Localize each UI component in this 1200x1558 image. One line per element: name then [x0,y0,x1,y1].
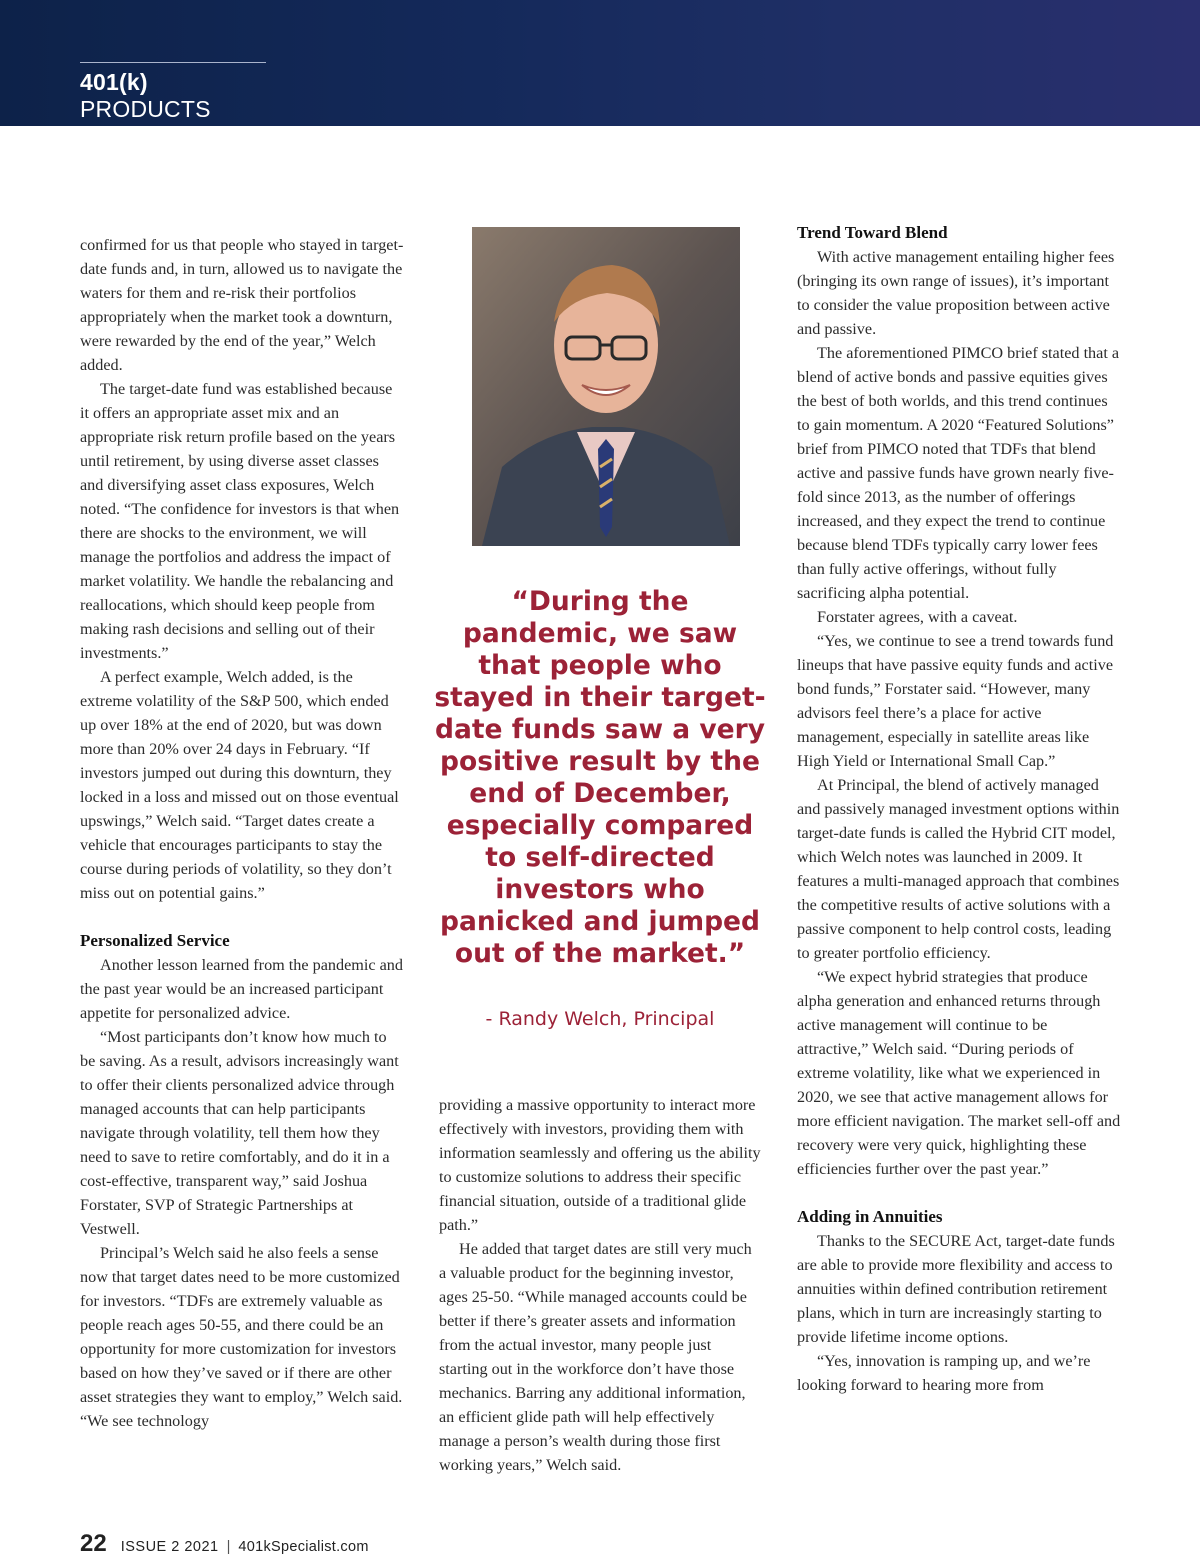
page-number: 22 [80,1530,107,1557]
portrait-photo [472,227,740,546]
paragraph: confirmed for us that people who stayed in target-date funds and, in turn, allowed us to navigate the waters for them and re-risk their portfolios appropriately when the market took a downturn, were rewarded by the end of the year,” Welch added. [80,236,404,374]
paragraph: Principal’s Welch said he also feels a sense now that target dates need to be more customized for investors. “TDFs are extremely valuable as people reach ages 50-55, and there could be an opportunity for more customization for investors based on how they’ve saved or if there are other asset strategies they want to employ,” Welch said. “We see technology [80,1244,403,1430]
section-heading: Adding in Annuities [797,1207,943,1226]
paragraph: Forstater agrees, with a caveat. [817,608,1018,626]
paragraph: providing a massive opportunity to interact more effectively with investors, providing them with information seamlessly and offering us the ability to customize solutions to address their specific financial situation, outside of a traditional glide path.” [439,1096,761,1234]
section-label-bold: 401(k) [80,69,148,95]
issue-label: ISSUE 2 2021 [120,1539,219,1555]
column-2 [439,1093,761,1477]
section-heading: Trend Toward Blend [797,223,948,242]
section-label-rest: PRODUCTS [80,96,211,122]
portrait-illustration [472,227,740,546]
site-link[interactable]: 401kSpecialist.com [238,1539,369,1555]
pull-quote: “During the pandemic, we saw that people who stayed in their target-date funds saw a very positive result by the end of December, especially compared to self-directed investors who panicked and jumped out of the market.” [434,586,766,969]
paragraph: A perfect example, Welch added, is the extreme volatility of the S&P 500, which ended up over 18% at the end of 2020, but was down more than 20% over 24 days in February. “If investors jumped out during this downturn, they locked in a loss and missed out on those eventual upswings,” Welch said. “Target dates create a vehicle that encourages participants to stay the course during periods of volatility, so they don’t miss out on potential gains.” [80,668,399,902]
page-footer [80,1530,369,1558]
paragraph: At Principal, the blend of actively managed and passively managed investment options within target-date funds is called the Hybrid CIT model, which Welch notes was launched in 2009. It features a multi-managed approach that combines the competitive results of active solutions with a passive component to help control costs, leading to greater portfolio efficiency. [797,776,1120,962]
paragraph: With active management entailing higher fees (bringing its own range of issues), it’s important to consider the value proposition between active and passive. [797,248,1115,338]
section-heading: Personalized Service [80,931,230,950]
section-label [80,62,266,123]
paragraph: “We expect hybrid strategies that produce alpha generation and enhanced returns through active management will continue to be attractive,” Welch said. “During periods of extreme volatility, like what we experienced in 2020, we see that active management allows for more efficient navigation. The market sell-off and recovery were very quick, highlighting these efficiencies further over the past year.” [797,968,1121,1178]
paragraph: Thanks to the SECURE Act, target-date funds are able to provide more flexibility and access to annuities within defined contribution retirement plans, which in turn are increasingly starting to provide lifetime income options. [797,1232,1115,1346]
paragraph: “Yes, we continue to see a trend towards fund lineups that have passive equity funds and active bond funds,” Forstater said. “However, many advisors feel there’s a place for active management, especially in satellite areas like High Yield or International Small Cap.” [797,632,1114,770]
column-3 [797,221,1121,1397]
footer-separator: | [226,1539,231,1555]
pull-quote-attribution: - Randy Welch, Principal [485,1008,715,1030]
column-1 [80,233,404,1433]
paragraph: The target-date fund was established because it offers an appropriate asset mix and an appropriate risk return profile based on the years until retirement, by using diverse asset classes and diversifying asset class exposures, Welch noted. “The confidence for investors is that when there are shocks to the environment, we will manage the portfolios and address the impact of market volatility. We handle the rebalancing and reallocations, which should keep people from making rash decisions and selling out of their investments.” [80,380,400,662]
paragraph: He added that target dates are still very much a valuable product for the beginning investor, ages 25-50. “While managed accounts could be better if there’s greater assets and information from the actual investor, many people just starting out in the workforce don’t have those mechanics. Barring any additional information, an efficient glide path will help effectively manage a person’s wealth during those first working years,” Welch said. [439,1240,752,1474]
paragraph: Another lesson learned from the pandemic and the past year would be an increased participant appetite for personalized advice. [80,956,403,1022]
paragraph: “Most participants don’t know how much to be saving. As a result, advisors increasingly want to offer their clients personalized advice through managed accounts that can help participants navigate through volatility, tell them how they need to save to retire comfortably, and do it in a cost-effective, transparent way,” said Joshua Forstater, SVP of Strategic Partnerships at Vestwell. [80,1028,399,1238]
paragraph: “Yes, innovation is ramping up, and we’re looking forward to hearing more from [797,1352,1091,1394]
header-banner [0,0,1200,126]
paragraph: The aforementioned PIMCO brief stated that a blend of active bonds and passive equities gives the best of both worlds, and this trend continues to gain momentum. A 2020 “Featured Solutions” brief from PIMCO noted that TDFs that blend active and passive funds have grown nearly five-fold since 2013, as the number of offerings increased, and they expect the trend to continue because blend TDFs typically carry lower fees than fully active offerings, without fully sacrificing alpha potential. [797,344,1120,602]
